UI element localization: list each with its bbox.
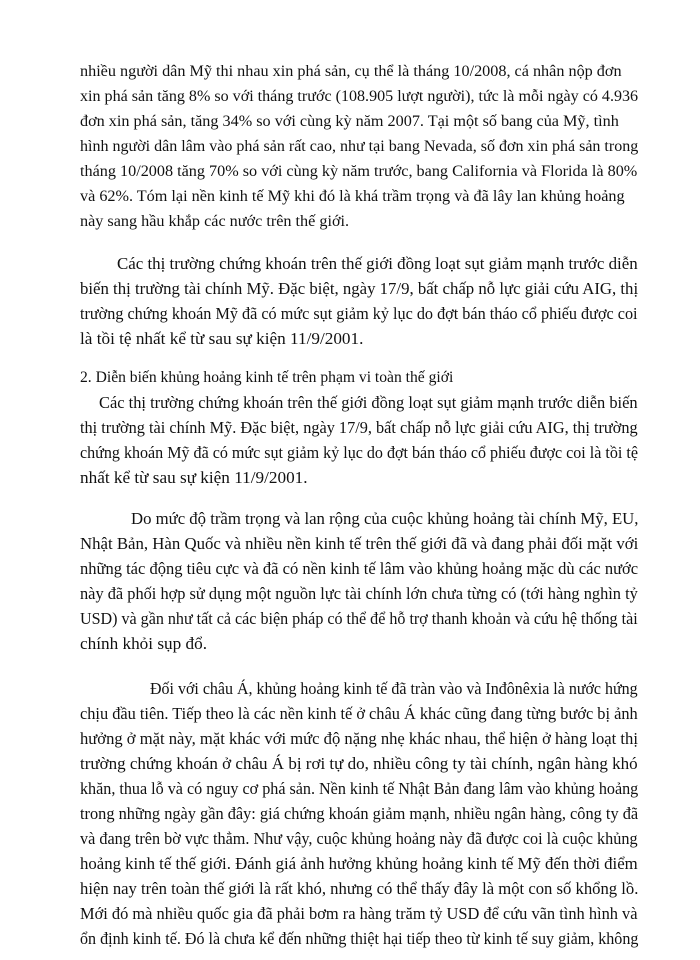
text-line: đơn xin phá sản, tăng 34% so với cùng kỳ năm 2007. Tại một số bang của Mỹ, tình xyxy=(80,112,619,130)
text-line: USD) và gần như tất cả các biện pháp có thể để hỗ trợ thanh khoản và cứu hệ thống tài xyxy=(80,609,638,628)
text-line: thị trường tài chính Mỹ. Đặc biệt, ngày 17/9, bất chấp nỗ lực giải cứu AIG, thị trường xyxy=(80,418,638,437)
text-line: chính khỏi sụp đổ. xyxy=(80,634,207,653)
text-line: khăn, thua lỗ và có nguy cơ phá sản. Nền kinh tế Nhật Bản đang lâm vào khủng hoảng xyxy=(80,779,639,798)
text-line: Mới đó mà nhiều quốc gia đã phải bơm ra hàng trăm tỷ USD để cứu vãn tình hình và xyxy=(80,904,638,923)
text-line: này đã phối hợp sử dụng một nguồn lực tài chính lớn chưa từng có (tới hàng nghìn tỷ xyxy=(80,584,638,603)
text-line: Nhật Bản, Hàn Quốc và nhiều nền kinh tế trên thế giới đã và đang phải đối mặt với xyxy=(80,534,639,553)
text-line: và đang trên bờ vực thẳm. Như vậy, cuộc khủng hoảng này đã được coi là cuộc khủng xyxy=(80,829,638,848)
text-line: nhất kể từ sau sự kiện 11/9/2001. xyxy=(80,468,308,487)
text-line: trường chứng khoán ở châu Á bị rơi tự do, nhiều công ty tài chính, ngân hàng khó xyxy=(80,754,638,773)
text-line: chứng khoán Mỹ đã có mức sụt giảm kỷ lục do đợt bán tháo cổ phiếu được coi là tồi tệ xyxy=(80,443,638,462)
text-line: xin phá sản tăng 8% so với tháng trước (108.905 lượt người), tức là mỗi ngày có 4.936 xyxy=(80,87,639,105)
text-line: hiện nay trên toàn thế giới là rất khó, nhưng có thể thấy đây là một con số khổng lồ. xyxy=(80,879,639,898)
text-line: hình người dân lâm vào phá sản rất cao, như tại bang Nevada, số đơn xin phá sản trong xyxy=(80,137,639,155)
text-line: là tồi tệ nhất kể từ sau sự kiện 11/9/2001. xyxy=(80,329,364,348)
text-line: những tác động tiêu cực và đã có nền kinh tế lâm vào khủng hoảng mặc dù các nước xyxy=(80,559,639,578)
text-line: biến thị trường tài chính Mỹ. Đặc biệt, ngày 17/9, bất chấp nỗ lực giải cứu AIG, thị xyxy=(80,279,639,298)
text-line: tháng 10/2008 tăng 70% so với cùng kỳ năm trước, bang California và Florida là 80% xyxy=(80,162,638,180)
text-line: Các thị trường chứng khoán trên thế giới đồng loạt sụt giảm mạnh trước diễn biến xyxy=(99,393,638,412)
text-line: này sang hầu khắp các nước trên thế giới. xyxy=(80,212,350,230)
text-line: nhiều người dân Mỹ thi nhau xin phá sản, cụ thể là tháng 10/2008, cá nhân nộp đơn xyxy=(80,62,622,80)
text-line: hoảng kinh tế thế giới. Đánh giá ảnh hưởng khủng hoảng kinh tế Mỹ đến thời điểm xyxy=(80,854,638,873)
text-line: chịu đầu tiên. Tiếp theo là các nền kinh tế ở châu Á khác cũng đang từng bước bị ảnh xyxy=(80,704,638,723)
text-line: trong những ngày gần đây: giá chứng khoán giảm mạnh, nhiều ngân hàng, công ty đã xyxy=(80,804,639,823)
text-line: Do mức độ trầm trọng và lan rộng của cuộc khủng hoảng tài chính Mỹ, EU, xyxy=(131,509,639,528)
text-line: và 62%. Tóm lại nền kinh tế Mỹ khi đó là khá trầm trọng và đã lây lan khủng hoảng xyxy=(80,187,625,205)
section-heading: 2. Diễn biến khủng hoảng kinh tế trên phạm vi toàn thế giới xyxy=(80,369,454,386)
text-line: ổn định kinh tế. Đó là chưa kể đến những thiệt hại tiếp theo từ kinh tế suy giảm, không xyxy=(80,929,639,948)
text-line: trường chứng khoán Mỹ đã có mức sụt giảm kỷ lục do đợt bán tháo cổ phiếu được coi xyxy=(80,304,638,323)
text-line: hưởng ở mặt này, mặt khác với mức độ nặng nhẹ khác nhau, thể hiện ở hàng loạt thị xyxy=(80,729,638,748)
text-line: Các thị trường chứng khoán trên thế giới đồng loạt sụt giảm mạnh trước diễn xyxy=(117,254,638,273)
text-line: Đối với châu Á, khủng hoảng kinh tế đã tràn vào và Inđônêxia là nước hứng xyxy=(150,679,638,698)
